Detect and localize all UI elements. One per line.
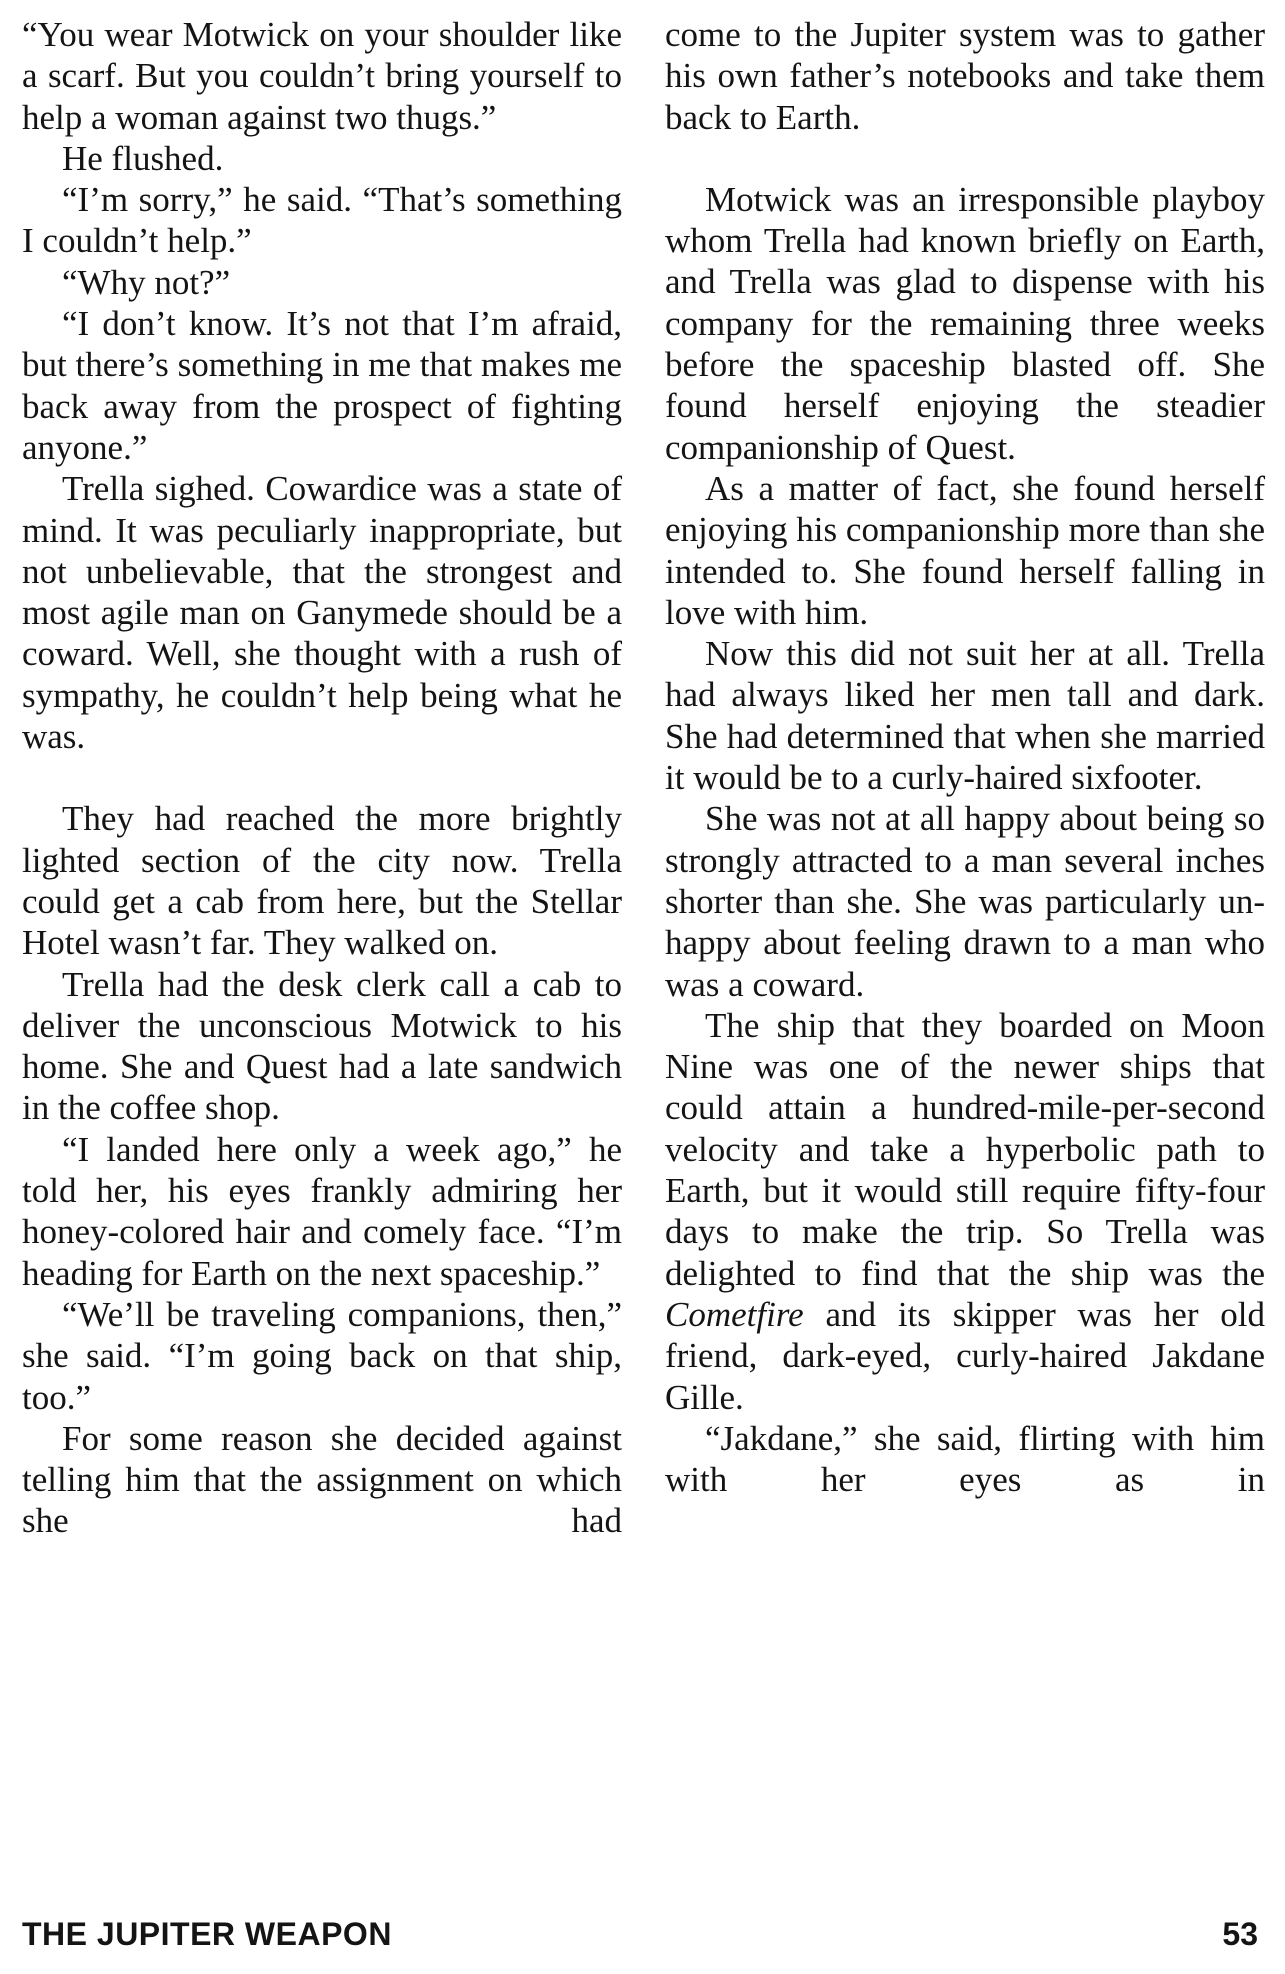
paragraph: “I don’t know. It’s not that I’m afraid, but there’s something in me that makes me back away from the prospect of fighting anyone.” (22, 304, 622, 467)
page-footer (22, 1916, 1258, 1962)
section-break-paragraph: They had reached the more brightly lighted section of the city now. Trella could get a cab from here, but the Stellar Hotel wasn’t far. They walked on. (22, 799, 622, 963)
paragraph: He flushed. (62, 138, 224, 178)
paragraph-text: The ship that they boarded on Moon Nine was one of the newer ships that could attain a hundred-mile-per-second velocity and take a hyperbolic path to Earth, but it would still require fifty-four days to make the trip. So Trella was delighted to find that the ship was the (665, 1005, 1265, 1293)
left-text-column (22, 14, 622, 1542)
paragraph: Trella sighed. Cowardice was a state of mind. It was peculiarly inappropriate, but not unbelievable, that the strongest and most agile man on Ganymede should be a coward. Well, she thought with a rush of sympathy, he couldn’t help being what he was. (22, 469, 622, 757)
paragraph: “Why not?” (62, 262, 231, 302)
paragraph-text-tail: and its skipper was her old friend, dark-eyed, curly-haired Jakdane Gille. (665, 1294, 1265, 1417)
ship-name: Cometfire (665, 1294, 804, 1334)
paragraph: “I’m sorry,” he said. “That’s something I couldn’t help.” (22, 180, 622, 261)
paragraph: “You wear Motwick on your shoulder like a scarf. But you couldn’t bring yourself to help a woman against two thugs.” (22, 15, 622, 137)
running-title: THE JUPITER WEAPON (22, 1916, 392, 1952)
page-number: 53 (1222, 1916, 1258, 1952)
paragraph: As a matter of fact, she found herself enjoying his companionship more than she intended to. She found herself falling in love with him. (665, 468, 1265, 632)
paragraph: She was not at all happy about being so strongly attracted to a man several inches shorter than she. She was particularly unhappy about feeling drawn to a man who was a coward. (665, 799, 1265, 1004)
section-break-paragraph: Motwick was an irresponsible playboy whom Trella had known briefly on Earth, and Trella was glad to dispense with his company for the remaining three weeks before the spaceship blasted off. She found herself enjoying the steadier companionship of Quest. (665, 179, 1265, 467)
right-text-column (665, 14, 1265, 1500)
paragraph-continuation: come to the Jupiter system was to gather his own father’s notebooks and take them back to Earth. (665, 15, 1265, 137)
paragraph: “I landed here only a week ago,” he told her, his eyes frankly admiring her honey-colored hair and comely face. “I’m heading for Earth on the next spaceship.” (22, 1129, 622, 1293)
paragraph-with-ship-name (665, 1005, 1265, 1418)
paragraph-continued: “Jakdane,” she said, flirting with him with her eyes as in (665, 1418, 1265, 1500)
paragraph: Now this did not suit her at all. Trella had always liked her men tall and dark. She had determined that when she married it would be to a curly-haired sixfooter. (665, 634, 1265, 798)
paragraph: Trella had the desk clerk call a cab to deliver the unconscious Motwick to his home. She and Quest had a late sandwich in the coffee shop. (22, 964, 622, 1128)
paragraph: “We’ll be traveling companions, then,” she said. “I’m going back on that ship, too.” (22, 1294, 622, 1417)
paragraph-continued: For some reason she decided against telling him that the assignment on which she had (22, 1418, 622, 1541)
